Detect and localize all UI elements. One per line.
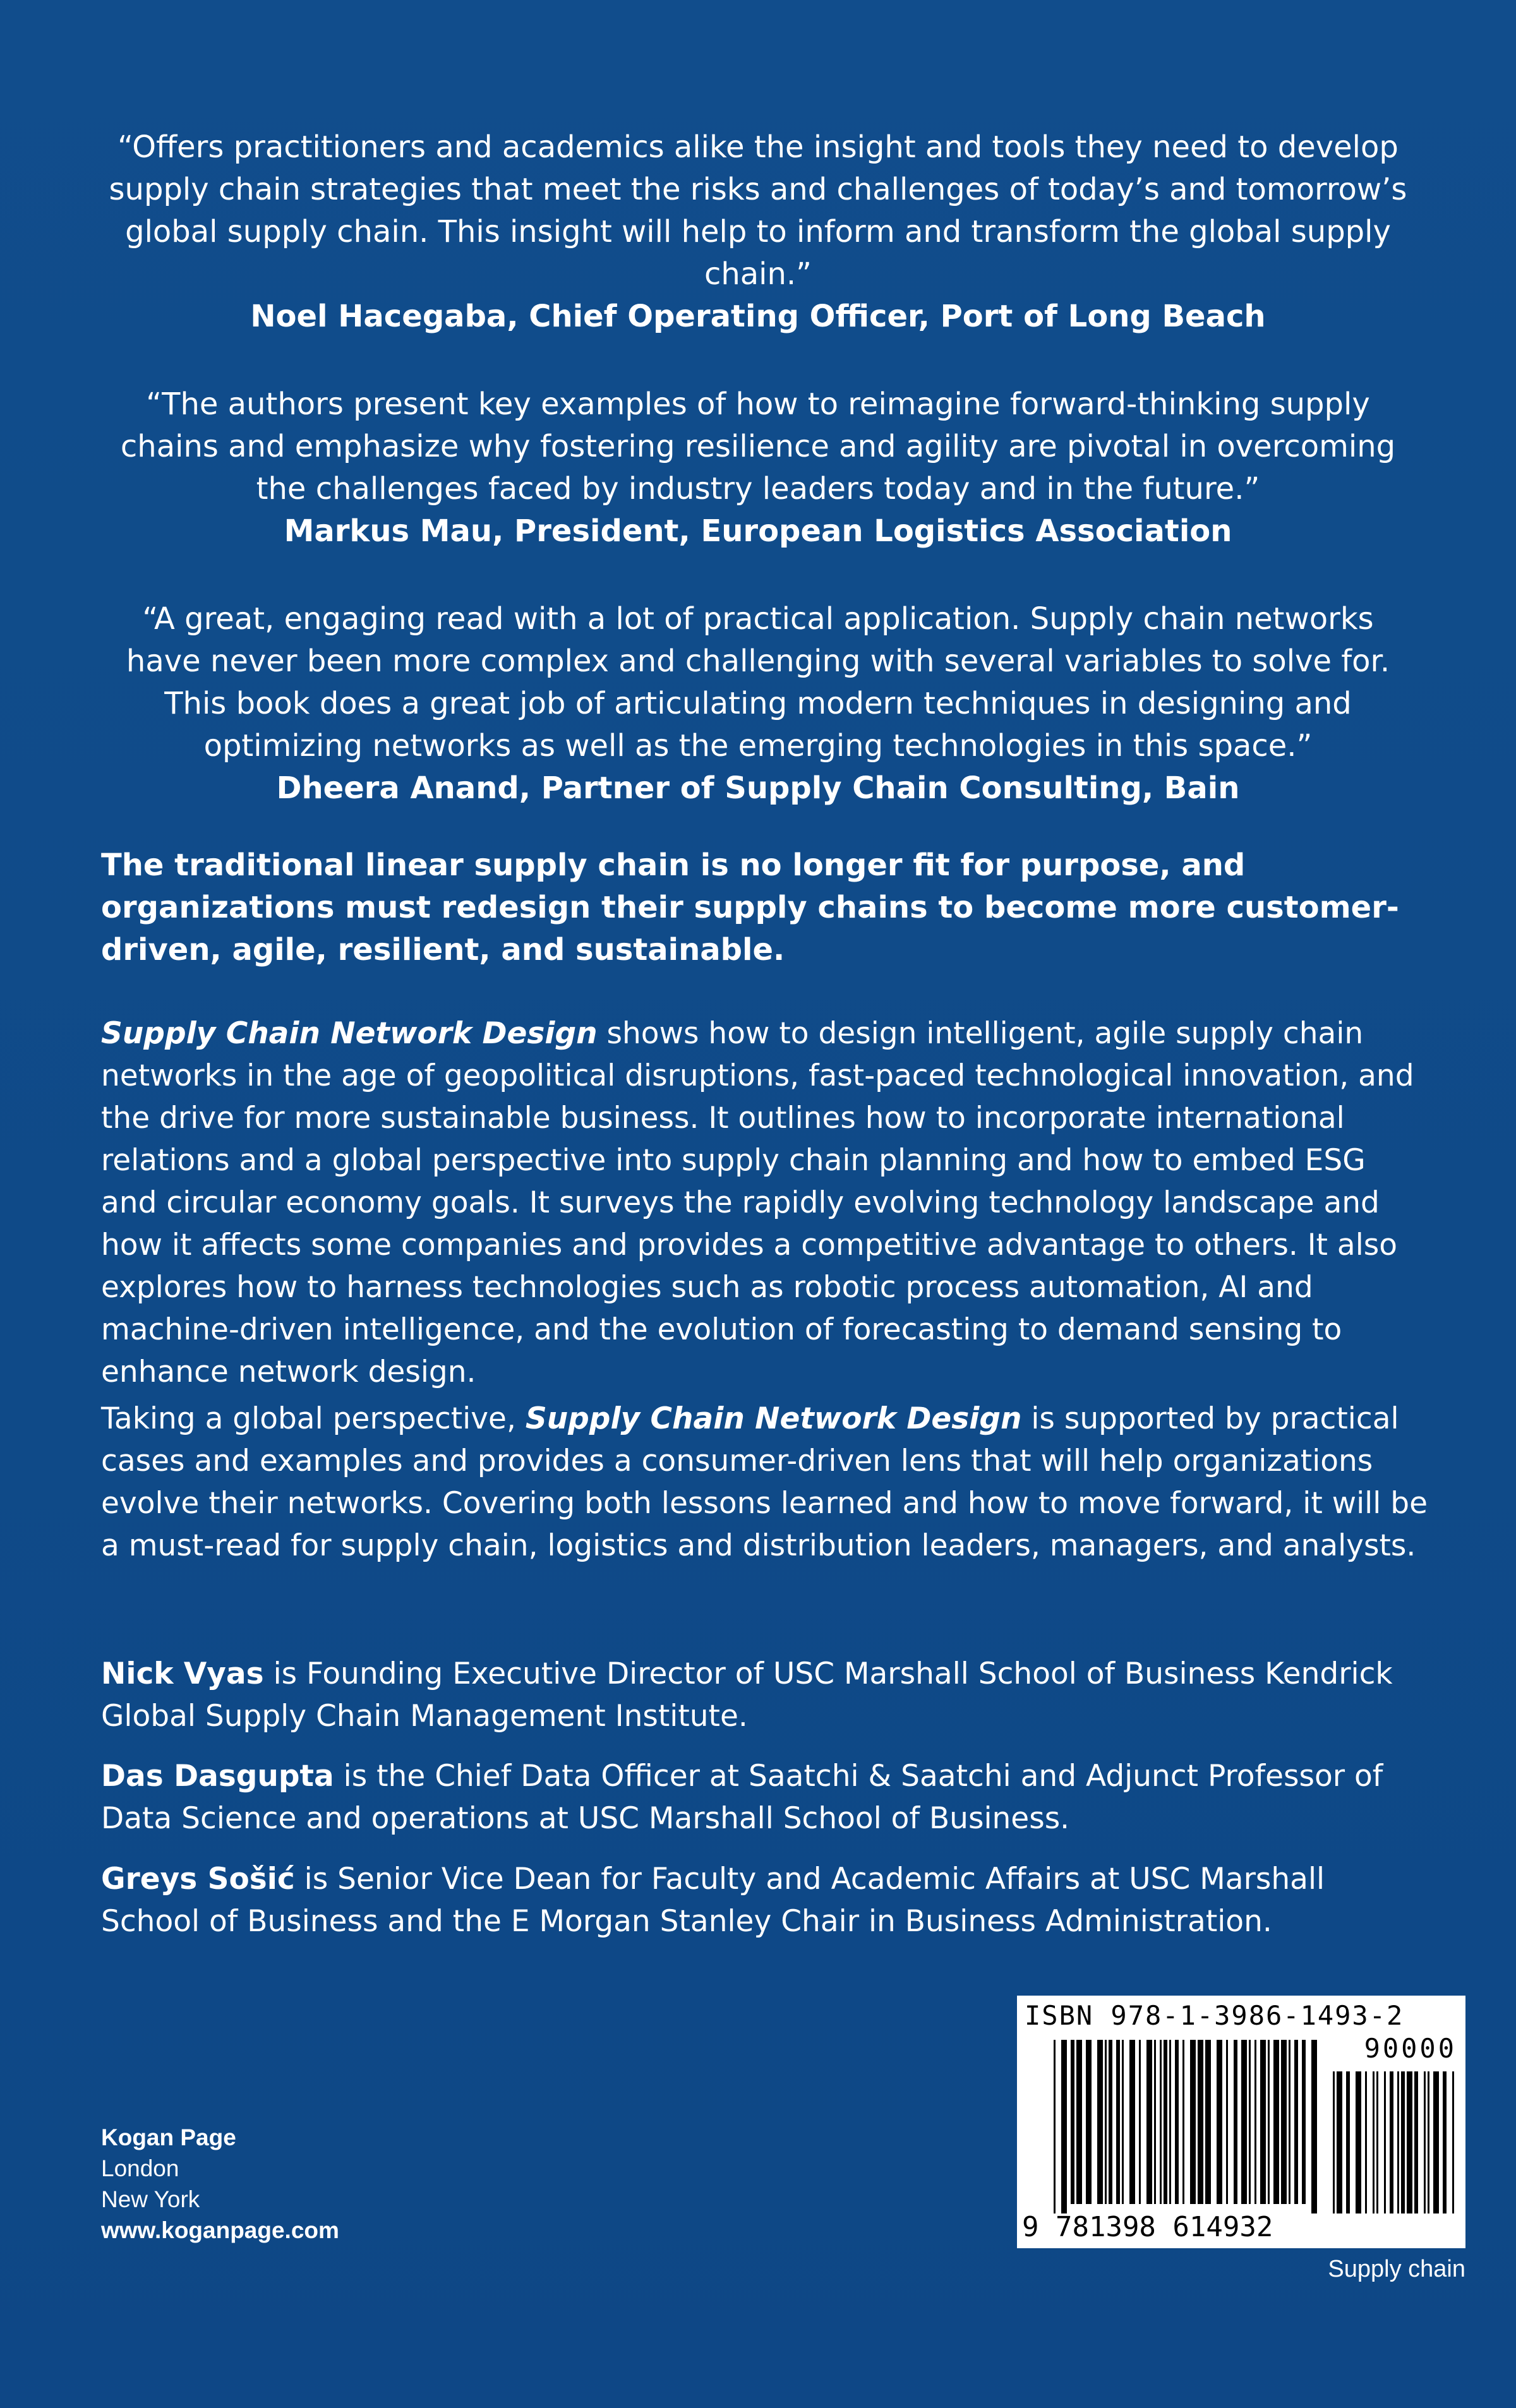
barcode-bar: [1182, 2040, 1184, 2204]
barcode-bar: [1226, 2040, 1228, 2204]
barcode-bar: [1373, 2071, 1375, 2213]
barcode-bar: [1407, 2071, 1412, 2213]
endorsement-quote: [101, 598, 1415, 810]
barcode-bar: [1076, 2040, 1082, 2204]
barcode-bar: [1337, 2071, 1342, 2213]
barcode-bar: [1160, 2040, 1162, 2204]
barcode-bar: [1217, 2040, 1222, 2204]
author-name: Greys Sošić: [101, 1862, 295, 1896]
barcode-bar: [1414, 2071, 1418, 2213]
barcode-bar: [1365, 2071, 1367, 2213]
ean-digits: 9 781398 614932: [1022, 2211, 1273, 2243]
barcode-bar: [1086, 2040, 1092, 2204]
barcode-bar: [1346, 2071, 1350, 2213]
barcode-bar: [1241, 2040, 1247, 2204]
barcode-bar: [1139, 2040, 1141, 2204]
barcode-bar: [1281, 2040, 1287, 2204]
isbn-number: ISBN 978-1-3986-1493-2: [1025, 2000, 1404, 2031]
publisher-website: www.koganpage.com: [101, 2217, 339, 2243]
lead-statement: The traditional linear supply chain is no longer fit for purpose, and organizations must redesign their supply chains to become more customer-driven, agile, resilient, and sustainable.: [101, 848, 1399, 967]
barcode-bar: [1268, 2040, 1270, 2204]
barcode-bar: [1129, 2040, 1135, 2204]
barcode-bar: [1390, 2071, 1393, 2213]
barcode-bar: [1169, 2040, 1171, 2204]
barcode-bar: [1190, 2040, 1196, 2204]
quote-text: “Offers practitioners and academics alike the insight and tools they need to develop supply chain strategies that meet the risks and challenges of today’s and tomorrow’s global supply chain. This insight will help to inform and transform the global supply chain.”: [109, 129, 1407, 292]
barcode-bar: [1397, 2071, 1399, 2213]
isbn-barcode: [1017, 1996, 1465, 2248]
quote-text: “The authors present key examples of how to reimagine forward-thinking supply chains and emphasize why fostering resilience and agility are pivotal in overcoming the challenges faced by industry leaders today and in the future.”: [120, 386, 1396, 506]
publisher-block: [101, 2122, 339, 2246]
barcode-bar: [1109, 2040, 1112, 2204]
subject-category: Supply chain: [1328, 2256, 1465, 2282]
publisher-city: London: [101, 2155, 179, 2181]
barcode-bar: [1433, 2071, 1439, 2213]
barcode-bar: [1249, 2040, 1251, 2204]
barcode-bar: [1333, 2071, 1335, 2213]
barcode-bar: [1071, 2040, 1074, 2204]
quote-attribution: Dheera Anand, Partner of Supply Chain Consulting, Bain: [276, 770, 1240, 806]
barcode-bar: [1054, 2040, 1056, 2213]
barcode-bar: [1302, 2040, 1306, 2204]
barcode-bar: [1401, 2071, 1405, 2213]
barcode-bar: [1164, 2040, 1167, 2204]
author-bio: [101, 1653, 1428, 1737]
barcode-bar: [1097, 2040, 1103, 2204]
author-bio-text: is Senior Vice Dean for Faculty and Academic Affairs at USC Marshall School of Business and the E Morgan Stanley Chair in Business Administration.: [101, 1862, 1325, 1939]
book-title: Supply Chain Network Design: [525, 1401, 1022, 1436]
barcode-bar: [1254, 2040, 1256, 2204]
book-title: Supply Chain Network Design: [101, 1016, 598, 1051]
barcode-bar: [1289, 2040, 1290, 2204]
author-bio-text: is Founding Executive Director of USC Marshall School of Business Kendrick Global Supply Chain Management Institute.: [101, 1656, 1393, 1734]
barcode-bar: [1273, 2040, 1279, 2204]
description-paragraph: [101, 1398, 1428, 1567]
publisher-city: New York: [101, 2186, 200, 2212]
author-name: Das Dasgupta: [101, 1759, 334, 1794]
barcode-bar: [1116, 2040, 1120, 2204]
price-code: 90000: [1364, 2033, 1457, 2064]
quote-attribution: Markus Mau, President, European Logistics Association: [284, 513, 1232, 549]
barcode-bar: [1175, 2040, 1179, 2204]
barcode-bar: [1356, 2071, 1361, 2213]
quote-attribution: Noel Hacegaba, Chief Operating Officer, Port of Long Beach: [250, 299, 1266, 334]
barcode-bar: [1198, 2040, 1203, 2204]
barcode-bar: [1452, 2071, 1454, 2213]
barcode-bar: [1376, 2071, 1378, 2213]
barcode-bar: [1294, 2040, 1298, 2204]
barcode-bar: [1061, 2040, 1067, 2213]
barcode-bar: [1443, 2071, 1447, 2213]
author-name: Nick Vyas: [101, 1656, 264, 1691]
barcode-bar: [1154, 2040, 1156, 2204]
barcode-bar: [1311, 2040, 1317, 2213]
description-text: shows how to design intelligent, agile supply chain networks in the age of geopolitical disruptions, fast-paced technological innovation, and the drive for more sustainable business. It outlines how to incorporate international relations and a global perspective into supply chain planning and how to embed ESG and circular economy goals. It surveys the rapidly evolving technology landscape and how it affects some companies and provides a competitive advantage to others. It also explores how to harness technologies such as robotic process automation, AI and machine-driven intelligence, and the evolution of forecasting to demand sensing to enhance network design.: [101, 1016, 1414, 1389]
description-text: is supported by practical cases and examples and provides a consumer-driven lens that will help organizations evolve their networks. Covering both lessons learned and how to move forward, it will be a must-read for supply chain, logistics and distribution leaders, managers, and analysts.: [101, 1401, 1428, 1563]
barcode-bar: [1105, 2040, 1107, 2204]
barcode-bar: [1384, 2071, 1386, 2213]
barcode-bar: [1428, 2071, 1429, 2213]
endorsements: [101, 126, 1415, 855]
quote-text: “A great, engaging read with a lot of practical application. Supply chain networks have never been more complex and challenging with several variables to solve for. This book does a great job of articulating modern techniques in designing and optimizing networks as well as the emerging technologies in this space.”: [126, 601, 1390, 764]
barcode-bar: [1234, 2040, 1237, 2204]
description-paragraph: [101, 1012, 1428, 1393]
endorsement-quote: [101, 126, 1415, 338]
author-bio-text: is the Chief Data Officer at Saatchi & Saatchi and Adjunct Professor of Data Science and operations at USC Marshall School of Business.: [101, 1759, 1383, 1836]
barcode-bar: [1146, 2040, 1152, 2204]
publisher-name: Kogan Page: [101, 2124, 236, 2150]
barcode-bar: [1260, 2040, 1266, 2204]
endorsement-quote: [101, 383, 1415, 553]
barcode-bar: [1122, 2040, 1124, 2204]
author-bio: [101, 1858, 1428, 1943]
author-bio: [101, 1755, 1428, 1840]
description-text: Taking a global perspective,: [101, 1401, 526, 1436]
barcode-bar: [1205, 2040, 1211, 2204]
barcode-bar: [1424, 2071, 1426, 2213]
